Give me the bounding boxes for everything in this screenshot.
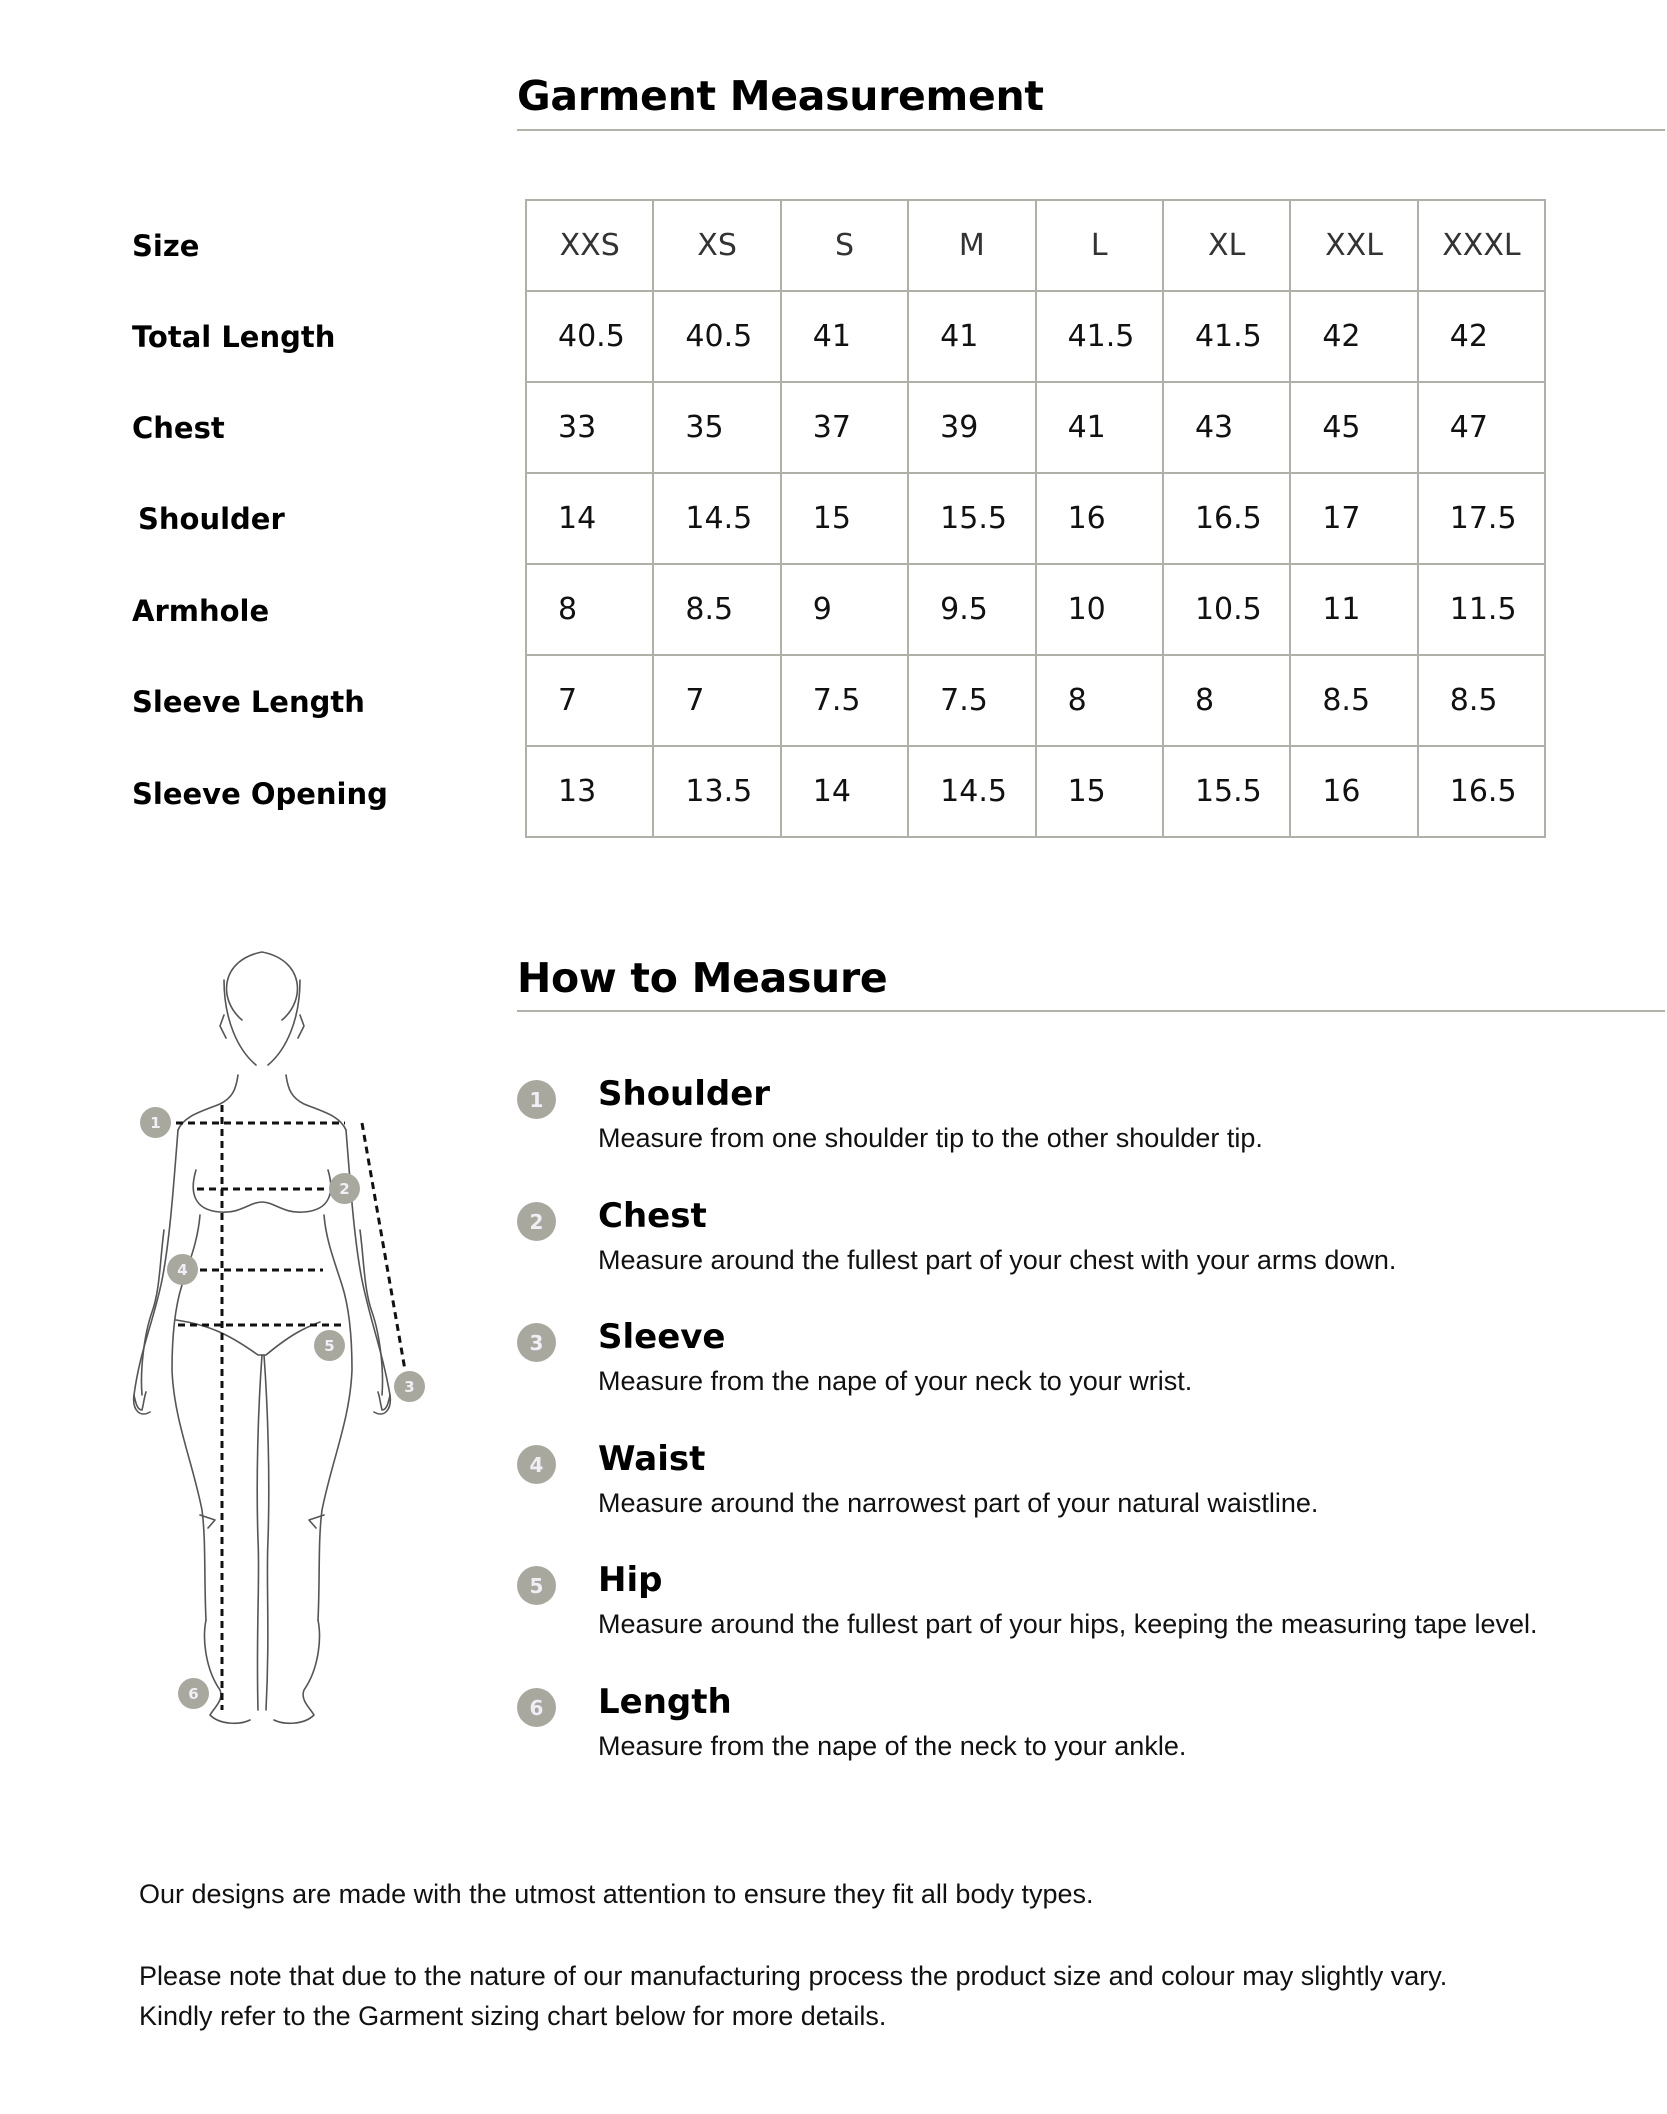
table-cell: 8.5 (1290, 655, 1417, 746)
table-row-total-length (526, 291, 1545, 382)
row-label-armhole: Armhole (132, 593, 270, 628)
table-cell: 7.5 (908, 655, 1035, 746)
table-cell: 47 (1418, 382, 1545, 473)
measure-item-name: Chest (598, 1196, 707, 1236)
table-row-armhole (526, 564, 1545, 655)
footer-refer-note: Kindly refer to the Garment sizing chart below for more details. (139, 2001, 887, 2031)
table-cell: 42 (1418, 291, 1545, 382)
table-cell: 14 (781, 746, 908, 837)
size-cell: XXXL (1418, 200, 1545, 291)
table-row-sleeve-length (526, 655, 1545, 746)
measure-item-description: Measure around the fullest part of your chest with your arms down. (598, 1245, 1397, 1275)
size-cell: XL (1163, 200, 1290, 291)
table-cell: 41 (1036, 382, 1163, 473)
measure-item-name: Waist (598, 1439, 706, 1479)
size-cell: XXL (1290, 200, 1417, 291)
number-badge-icon: 3 (517, 1323, 556, 1362)
table-cell: 43 (1163, 382, 1290, 473)
measure-item-description: Measure from the nape of the neck to your ankle. (598, 1731, 1187, 1761)
table-row-sleeve-opening (526, 746, 1545, 837)
size-header-row (526, 200, 1545, 291)
table-cell: 42 (1290, 291, 1417, 382)
footer-notes (139, 1874, 1589, 2036)
row-label-sleeve-opening: Sleeve Opening (132, 776, 388, 811)
table-cell: 35 (653, 382, 780, 473)
table-cell: 13 (526, 746, 653, 837)
table-cell: 7 (653, 655, 780, 746)
size-cell: L (1036, 200, 1163, 291)
table-cell: 17 (1290, 473, 1417, 564)
number-badge-icon: 4 (517, 1445, 556, 1484)
table-cell: 16 (1036, 473, 1163, 564)
table-cell: 40.5 (653, 291, 780, 382)
number-badge-icon: 1 (517, 1080, 556, 1119)
measure-item-length (517, 1682, 1617, 1798)
table-cell: 15 (781, 473, 908, 564)
number-badge-icon: 6 (517, 1688, 556, 1727)
figure-badge-shoulder: 1 (140, 1107, 171, 1138)
how-to-measure-divider (517, 1010, 1665, 1012)
table-row-shoulder (526, 473, 1545, 564)
table-cell: 9.5 (908, 564, 1035, 655)
number-badge-icon: 5 (517, 1566, 556, 1605)
table-cell: 8 (1163, 655, 1290, 746)
row-label-chest: Chest (132, 410, 225, 445)
table-cell: 11 (1290, 564, 1417, 655)
measure-item-shoulder (517, 1074, 1617, 1190)
table-cell: 10 (1036, 564, 1163, 655)
figure-badge-length: 6 (178, 1678, 209, 1709)
table-cell: 16 (1290, 746, 1417, 837)
figure-badge-waist: 4 (167, 1254, 198, 1285)
table-cell: 16.5 (1418, 746, 1545, 837)
measure-item-description: Measure around the narrowest part of your natural waistline. (598, 1488, 1319, 1518)
table-cell: 40.5 (526, 291, 653, 382)
body-measurement-figure (120, 940, 450, 1770)
table-cell: 10.5 (1163, 564, 1290, 655)
table-cell: 14.5 (653, 473, 780, 564)
table-cell: 14 (526, 473, 653, 564)
size-cell: S (781, 200, 908, 291)
table-cell: 11.5 (1418, 564, 1545, 655)
footer-fit-note: Our designs are made with the utmost attention to ensure they fit all body types. (139, 1879, 1094, 1909)
figure-badge-sleeve: 3 (394, 1371, 425, 1402)
size-cell: XS (653, 200, 780, 291)
measure-item-sleeve (517, 1317, 1617, 1433)
figure-badge-hip: 5 (314, 1330, 345, 1361)
title-divider (517, 129, 1665, 131)
table-cell: 41 (908, 291, 1035, 382)
row-label-shoulder: Shoulder (138, 501, 285, 536)
table-cell: 17.5 (1418, 473, 1545, 564)
measure-item-waist (517, 1439, 1617, 1555)
table-cell: 39 (908, 382, 1035, 473)
measure-item-description: Measure from the nape of your neck to your wrist. (598, 1366, 1193, 1396)
figure-badge-chest: 2 (329, 1173, 360, 1204)
table-cell: 8 (1036, 655, 1163, 746)
table-cell: 14.5 (908, 746, 1035, 837)
measure-item-chest (517, 1196, 1617, 1312)
table-row-chest (526, 382, 1545, 473)
table-cell: 41.5 (1163, 291, 1290, 382)
measure-item-name: Sleeve (598, 1317, 726, 1357)
measure-item-name: Hip (598, 1560, 663, 1600)
row-label-total-length: Total Length (132, 319, 336, 354)
row-label-size: Size (132, 228, 200, 263)
size-table (525, 199, 1546, 838)
table-cell: 15 (1036, 746, 1163, 837)
table-cell: 45 (1290, 382, 1417, 473)
garment-measurement-title: Garment Measurement (517, 72, 1044, 120)
body-outline-icon (120, 940, 450, 1770)
measure-item-description: Measure from one shoulder tip to the other shoulder tip. (598, 1123, 1263, 1153)
table-cell: 37 (781, 382, 908, 473)
table-cell: 9 (781, 564, 908, 655)
measure-item-name: Length (598, 1682, 732, 1722)
table-cell: 15.5 (908, 473, 1035, 564)
how-to-measure-title: How to Measure (517, 954, 888, 1002)
table-cell: 8.5 (1418, 655, 1545, 746)
measure-item-hip (517, 1560, 1617, 1676)
footer-variation-note: Please note that due to the nature of our manufacturing process the product size and colour may slightly vary. (139, 1961, 1448, 1991)
table-cell: 15.5 (1163, 746, 1290, 837)
size-cell: M (908, 200, 1035, 291)
table-cell: 13.5 (653, 746, 780, 837)
table-cell: 16.5 (1163, 473, 1290, 564)
table-cell: 7 (526, 655, 653, 746)
row-label-sleeve-length: Sleeve Length (132, 684, 365, 719)
table-cell: 7.5 (781, 655, 908, 746)
table-cell: 41 (781, 291, 908, 382)
table-cell: 8.5 (653, 564, 780, 655)
table-cell: 41.5 (1036, 291, 1163, 382)
measure-item-description: Measure around the fullest part of your hips, keeping the measuring tape level. (598, 1609, 1538, 1639)
size-cell: XXS (526, 200, 653, 291)
number-badge-icon: 2 (517, 1202, 556, 1241)
table-cell: 33 (526, 382, 653, 473)
measure-item-name: Shoulder (598, 1074, 771, 1114)
table-cell: 8 (526, 564, 653, 655)
